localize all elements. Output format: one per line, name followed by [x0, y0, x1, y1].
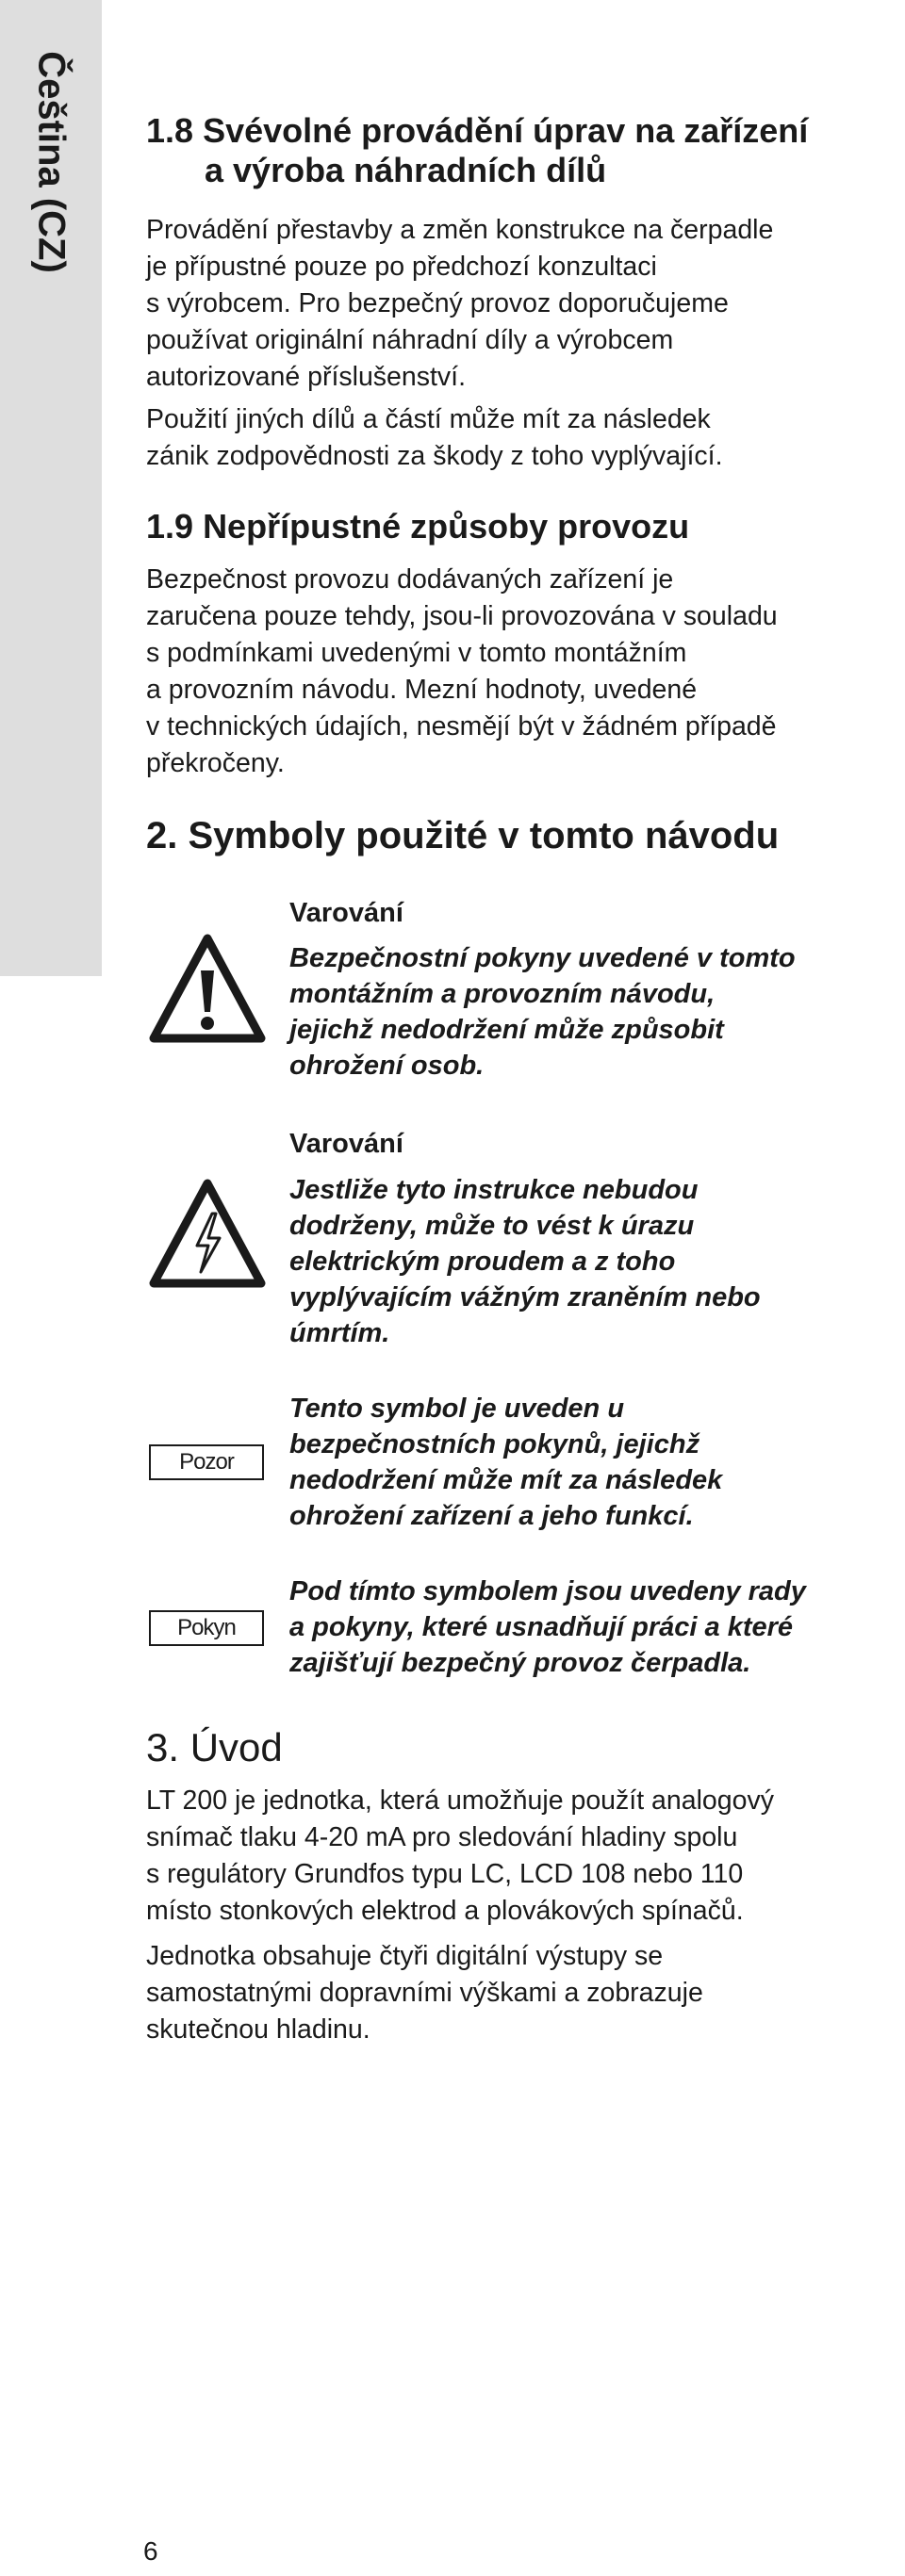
text-line: zánik zodpovědnosti za škody z toho vyplývající. [146, 441, 723, 471]
text-line: ohrožení osob. [289, 1051, 485, 1081]
text-line: snímač tlaku 4-20 mA pro sledování hladiny spolu [146, 1822, 738, 1852]
text-line: Pod tímto symbolem jsou uvedeny rady [289, 1576, 806, 1606]
section-3-paragraph-2 [146, 1938, 900, 2048]
section-1-9-heading [146, 507, 689, 546]
text-line: elektrickým proudem a z toho [289, 1247, 676, 1277]
page-number: 6 [143, 2536, 158, 2566]
text-line: v technických údajích, nesmějí být v žádném případě [146, 711, 777, 742]
text-line: Použití jiných dílů a částí může mít za následek [146, 404, 711, 434]
text-line: samostatnými dopravními výškami a zobrazuje [146, 1978, 703, 2008]
text-line: místo stonkových elektrod a plovákových spínačů. [146, 1896, 744, 1926]
text-line: s podmínkami uvedenými v tomto montážním [146, 638, 687, 668]
text-line: a pokyny, které usnadňují práci a které [289, 1612, 794, 1642]
section-3-heading: 3. Úvod [146, 1725, 283, 1769]
symbol-3-text [289, 1391, 902, 1534]
section-1-8-paragraph-2 [146, 401, 900, 475]
symbol-1-text [289, 940, 902, 1084]
symbol-2-title: Varování [289, 1129, 403, 1159]
text-line: jejichž nedodržení může způsobit [289, 1015, 724, 1045]
text-line: Jednotka obsahuje čtyři digitální výstupy se [146, 1941, 664, 1971]
section-1-9-title: Nepřípustné způsoby provozu [203, 507, 690, 546]
language-side-tab [0, 0, 102, 976]
text-line: Jestliže tyto instrukce nebudou [289, 1175, 699, 1205]
text-line: je přípustné pouze po předchozí konzultaci [146, 252, 657, 282]
caution-symbol-box: Pozor [149, 1444, 264, 1480]
section-1-8-paragraph-1 [146, 212, 900, 396]
section-1-8-title-line1: Svévolné provádění úprav na zařízení [203, 111, 809, 150]
text-line: Provádění přestavby a změn konstrukce na čerpadle [146, 215, 774, 245]
text-line: bezpečnostních pokynů, jejichž [289, 1429, 700, 1459]
language-label: Čeština (CZ) [30, 51, 73, 273]
text-line: a provozním návodu. Mezní hodnoty, uvedené [146, 675, 698, 705]
text-line: montážním a provozním návodu, [289, 979, 716, 1009]
section-2-heading: 2. Symboly použité v tomto návodu [146, 815, 780, 856]
text-line: Bezpečnostní pokyny uvedené v tomto [289, 943, 796, 973]
text-line: LT 200 je jednotka, která umožňuje použít analogový [146, 1785, 774, 1816]
text-line: autorizované příslušenství. [146, 362, 467, 392]
text-line: úmrtím. [289, 1318, 390, 1348]
section-1-9-paragraph [146, 562, 900, 782]
symbol-2-text [289, 1172, 902, 1351]
text-line: nedodržení může mít za následek [289, 1465, 723, 1495]
section-3-paragraph-1 [146, 1783, 900, 1930]
text-line: s regulátory Grundfos typu LC, LCD 108 nebo 110 [146, 1859, 744, 1889]
text-line: skutečnou hladinu. [146, 2014, 370, 2045]
text-line: Tento symbol je uveden u [289, 1394, 625, 1424]
text-line: zajišťují bezpečný provoz čerpadla. [289, 1648, 751, 1678]
text-line: ohrožení zařízení a jeho funkcí. [289, 1501, 694, 1531]
text-line: s výrobcem. Pro bezpečný provoz doporučujeme [146, 288, 729, 318]
electric-shock-icon [146, 1176, 269, 1293]
section-1-9-number: 1.9 [146, 507, 194, 546]
text-line: dodrženy, může to vést k úrazu [289, 1211, 695, 1241]
symbol-1-title: Varování [289, 898, 403, 928]
section-1-8-heading [146, 111, 808, 190]
note-symbol-box: Pokyn [149, 1610, 264, 1646]
text-line: zaručena pouze tehdy, jsou-li provozována v souladu [146, 601, 778, 631]
symbol-4-text [289, 1573, 902, 1681]
text-line: Bezpečnost provozu dodávaných zařízení je [146, 564, 674, 595]
text-line: používat originální náhradní díly a výrobcem [146, 325, 674, 355]
section-1-8-title-line2: a výroba náhradních dílů [205, 151, 607, 189]
section-1-8-number: 1.8 [146, 111, 194, 150]
text-line: překročeny. [146, 748, 285, 778]
text-line: vyplývajícím vážným zraněním nebo [289, 1282, 761, 1312]
warning-exclamation-icon [146, 931, 269, 1048]
